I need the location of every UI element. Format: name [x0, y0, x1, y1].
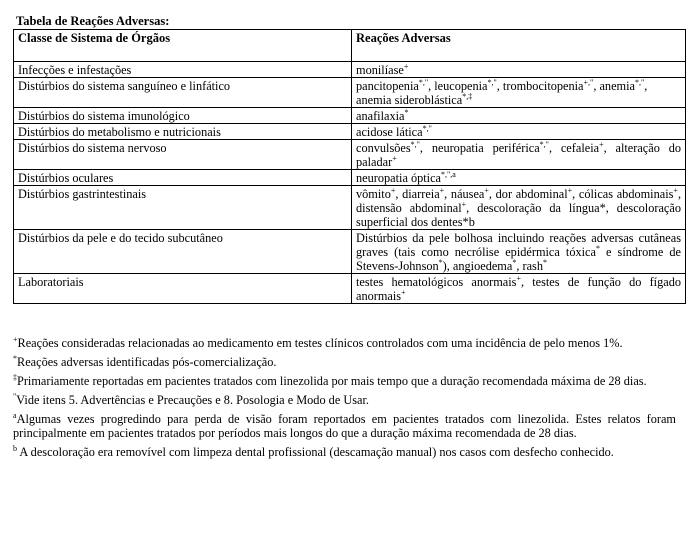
footnote: $^b$ A descoloração era removível com limpeza dental profissional (descamação manual) nos casos com desfecho conhecido.: [13, 444, 614, 459]
footnote-marker: *: [542, 258, 547, 267]
footnote-marker: *: [595, 244, 600, 253]
organ-class-cell: Distúrbios oculares: [14, 170, 352, 186]
footnote: "Vide itens 5. Advertências e Precauções e 8. Posologia e Modo de Usar.: [13, 392, 369, 407]
footnote-marker: +: [403, 62, 409, 71]
adverse-reactions-cell: Distúrbios da pele bolhosa incluindo reações adversas cutâneas graves (tais como necrólise epidérmica tóxica* e síndrome de Stevens-Johnson*), angioedema*, rash*: [352, 230, 686, 274]
table-row: [14, 62, 686, 78]
organ-class-cell: Infecções e infestações: [14, 62, 352, 78]
footnote-marker: b: [13, 444, 17, 453]
adverse-reactions-table: [13, 29, 686, 304]
adverse-reactions-cell: acidose lática*,": [352, 124, 686, 140]
table-row: [14, 108, 686, 124]
adverse-reactions-cell: anafilaxia*: [352, 108, 686, 124]
footnote-marker: +: [13, 335, 18, 344]
footnote-marker: *,": [422, 124, 432, 133]
table-row: [14, 140, 686, 170]
organ-class-cell: Distúrbios da pele e do tecido subcutâneo: [14, 230, 352, 274]
organ-class-cell: Distúrbios do sistema nervoso: [14, 140, 352, 170]
table-row: [14, 170, 686, 186]
footnote: ‡Primariamente reportadas em pacientes tratados com linezolida por mais tempo que a duração recomendada máxima de 28 dias.: [13, 373, 647, 388]
header-adverse-reactions: Reações Adversas: [352, 30, 686, 62]
footnote-marker: +: [599, 140, 604, 149]
table-title: Tabela de Reações Adversas:: [16, 14, 170, 28]
organ-class-cell: Laboratoriais: [14, 274, 352, 304]
adverse-reactions-cell: testes hematológicos anormais+, testes de função do fígado anormais+: [352, 274, 686, 304]
footnote-marker: +: [439, 186, 445, 195]
adverse-reactions-cell: pancitopenia*,", leucopenia*,", trombocitopenia+,", anemia*,", anemia sideroblástica*,‡: [352, 78, 686, 108]
organ-class-cell: Distúrbios do sistema sanguíneo e linfático: [14, 78, 352, 108]
table-header-row: [14, 30, 686, 62]
adverse-reactions-cell: monilíase+: [352, 62, 686, 78]
footnote-marker: +: [567, 186, 573, 195]
footnote-marker: *,‡: [462, 92, 473, 101]
footnote-marker: ‡: [13, 373, 17, 382]
footnote-marker: *: [512, 258, 517, 267]
footnote-marker: *,": [539, 140, 549, 149]
organ-class-cell: Distúrbios do metabolismo e nutricionais: [14, 124, 352, 140]
organ-class-cell: Distúrbios gastrintestinais: [14, 186, 352, 230]
organ-class-cell: Distúrbios do sistema imunológico: [14, 108, 352, 124]
adverse-reactions-cell: vômito+, diarreia+, náusea+, dor abdominal+, cólicas abdominais+, distensão abdominal+, descoloração da língua*, descoloração superficial dos dentes*b: [352, 186, 686, 230]
footnote-marker: a: [13, 411, 17, 420]
footnote-marker: *: [13, 354, 17, 363]
footnote-marker: +: [390, 186, 396, 195]
footnote-marker: +: [516, 274, 521, 283]
table-row: [14, 230, 686, 274]
footnote-marker: +: [461, 200, 467, 209]
table-row: [14, 124, 686, 140]
footnote-marker: *,",a: [441, 170, 456, 179]
footnote-marker: +,": [583, 78, 594, 87]
footnote-marker: *,": [634, 78, 645, 87]
table-body: [14, 30, 686, 304]
footnote-marker: +: [392, 154, 397, 163]
footnote-marker: +: [401, 288, 406, 297]
table-row: [14, 186, 686, 230]
footnote: *Reações adversas identificadas pós-comercialização.: [13, 354, 277, 369]
footnote: +Reações consideradas relacionadas ao medicamento em testes clínicos controlados com uma incidência de pelo menos 1%.: [13, 335, 623, 350]
adverse-reactions-cell: convulsões*,", neuropatia periférica*,", cefaleia+, alteração do paladar+: [352, 140, 686, 170]
table-row: [14, 274, 686, 304]
adverse-reactions-cell: neuropatia óptica$^{*,",a}$: [352, 170, 686, 186]
footnote-marker: *,": [418, 78, 429, 87]
footnote: $^a$Algumas vezes progredindo para perda de visão foram reportados em pacientes tratados com linezolida. Estes relatos foram principalmente em pacientes tratados por períodos mais longos do que a duração máxima recomendada de 28 dias.: [13, 411, 676, 440]
header-organ-class: Classe de Sistema de Órgãos: [14, 30, 352, 62]
footnote-marker: *,": [410, 140, 420, 149]
footnote-marker: *: [438, 258, 443, 267]
table-row: [14, 78, 686, 108]
footnote-marker: +: [484, 186, 489, 195]
footnote-marker: +: [673, 186, 678, 195]
footnote-marker: *: [404, 108, 409, 117]
footnote-marker: *,": [487, 78, 497, 87]
footnotes: [13, 336, 676, 464]
footnote-marker: ": [13, 392, 17, 401]
